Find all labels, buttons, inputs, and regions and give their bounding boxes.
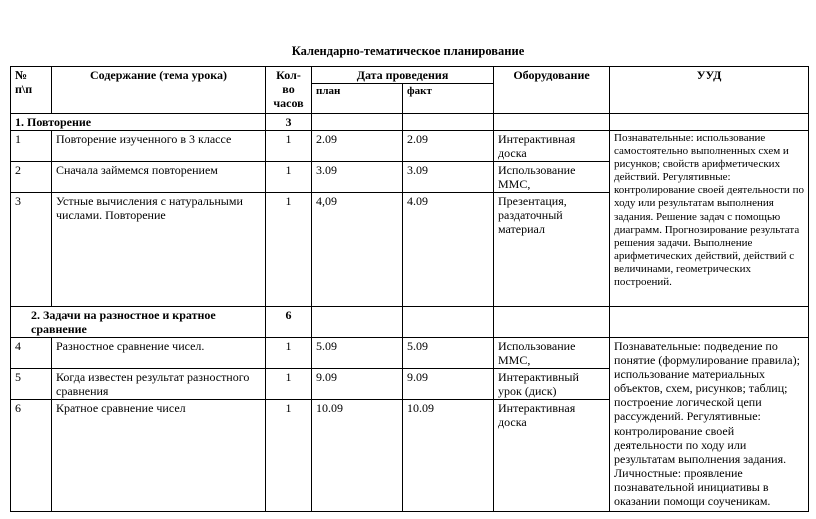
header-hours: Кол-во часов xyxy=(266,67,312,114)
planning-table xyxy=(10,66,809,512)
row-fact: 5.09 xyxy=(403,338,494,369)
row-plan: 4,09 xyxy=(312,193,403,307)
row-hours: 1 xyxy=(266,369,312,400)
header-date: Дата проведения xyxy=(312,67,494,84)
row-fact: 4.09 xyxy=(403,193,494,307)
row-plan: 9.09 xyxy=(312,369,403,400)
header-equipment: Оборудование xyxy=(494,67,610,114)
row-topic: Сначала займемся повторением xyxy=(52,162,266,193)
row-num: 4 xyxy=(11,338,52,369)
uud-cell: Познавательные: использование самостоятельно выполненных схем и рисунков; свойств арифметических действий. Регулятивные: контролирование своей деятельности по ходу или результатам выполнения задания. Решение задач с помощью диаграмм. Прогнозирование результата решения задачи. Выполнение арифметических действий, действий с величинами, геометрических построений. xyxy=(610,131,809,307)
header-row xyxy=(11,67,809,84)
uud-cell: Познавательные: подведение по понятие (формулирование правила); использование материальных объектов, схем, рисунков; таблиц; построение логической цепи рассуждений. Регулятивные: контролирование своей деятельности по ходу или результатам выполнения задания. Личностные: проявление познавательной инициативы в оказании помощи соученикам. xyxy=(610,338,809,512)
row-fact: 2.09 xyxy=(403,131,494,162)
row-equipment: Интерактивная доска xyxy=(494,400,610,512)
page-title: Календарно-тематическое планирование xyxy=(291,44,525,58)
header-plan: план xyxy=(312,84,403,114)
row-hours: 1 xyxy=(266,193,312,307)
row-hours: 1 xyxy=(266,162,312,193)
header-num: № п\п xyxy=(11,67,52,114)
row-equipment: Использование ММС, xyxy=(494,162,610,193)
section-row xyxy=(11,114,809,131)
row-topic: Кратное сравнение чисел xyxy=(52,400,266,512)
row-equipment: Использование ММС, xyxy=(494,338,610,369)
header-content: Содержание (тема урока) xyxy=(52,67,266,114)
row-plan: 5.09 xyxy=(312,338,403,369)
section-title: 2. Задачи на разностное и кратное сравнение xyxy=(11,307,266,338)
row-topic: Устные вычисления с натуральными числами. Повторение xyxy=(52,193,266,307)
row-plan: 3.09 xyxy=(312,162,403,193)
row-num: 1 xyxy=(11,131,52,162)
row-topic: Когда известен результат разностного сравнения xyxy=(52,369,266,400)
row-num: 3 xyxy=(11,193,52,307)
header-uud: УУД xyxy=(610,67,809,114)
section-hours: 3 xyxy=(266,114,312,131)
row-topic: Повторение изученного в 3 классе xyxy=(52,131,266,162)
row-num: 6 xyxy=(11,400,52,512)
row-hours: 1 xyxy=(266,131,312,162)
row-hours: 1 xyxy=(266,338,312,369)
header-fact: факт xyxy=(403,84,494,114)
row-topic: Разностное сравнение чисел. xyxy=(52,338,266,369)
row-plan: 2.09 xyxy=(312,131,403,162)
section-row xyxy=(11,307,809,338)
row-fact: 9.09 xyxy=(403,369,494,400)
row-num: 2 xyxy=(11,162,52,193)
row-fact: 10.09 xyxy=(403,400,494,512)
section-hours: 6 xyxy=(266,307,312,338)
row-equipment: Интерактивный урок (диск) xyxy=(494,369,610,400)
row-hours: 1 xyxy=(266,400,312,512)
row-num: 5 xyxy=(11,369,52,400)
table-row xyxy=(11,131,809,162)
row-equipment: Интерактивная доска xyxy=(494,131,610,162)
section-title: 1. Повторение xyxy=(11,114,266,131)
row-equipment: Презентация, раздаточный материал xyxy=(494,193,610,307)
table-row xyxy=(11,338,809,369)
row-fact: 3.09 xyxy=(403,162,494,193)
row-plan: 10.09 xyxy=(312,400,403,512)
